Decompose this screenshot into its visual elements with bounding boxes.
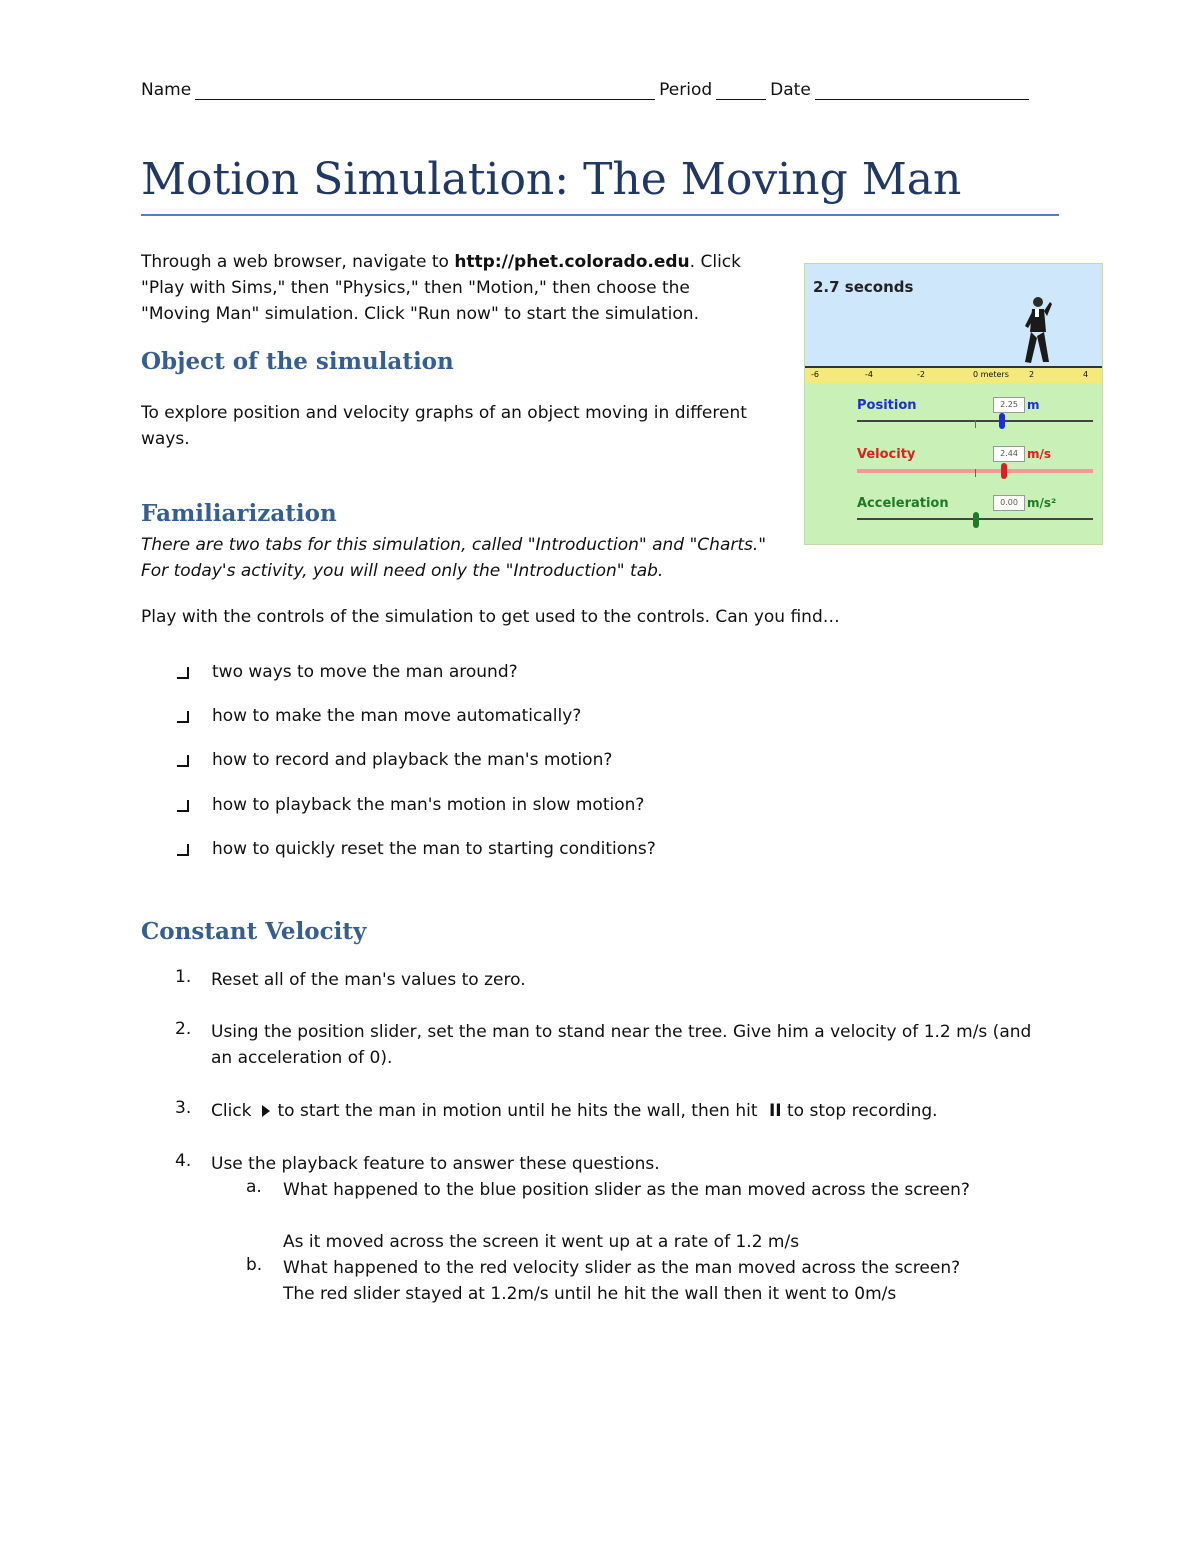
axis-tick: 0 meters (973, 370, 1009, 379)
velocity-value-field[interactable]: 2.44 (993, 446, 1025, 462)
step-2-line-2: an acceleration of 0). (211, 1048, 393, 1068)
checkbox-icon[interactable] (176, 708, 192, 724)
velocity-zero-mark (975, 469, 976, 477)
man-figure-icon (1019, 296, 1053, 366)
object-heading: Object of the simulation (141, 348, 454, 375)
list-item[interactable] (176, 795, 644, 815)
name-blank[interactable] (195, 81, 655, 100)
list-item[interactable] (176, 839, 656, 859)
familiarization-prompt: Play with the controls of the simulation to get used to the controls. Can you find… (141, 607, 840, 627)
item-number: 1. (175, 967, 192, 987)
answer-b: The red slider stayed at 1.2m/s until he hit the wall then it went to 0m/s (283, 1284, 897, 1304)
sim-time-readout: 2.7 seconds (813, 278, 914, 296)
step-3-pre: Click (211, 1101, 252, 1121)
intro-text: Through a web browser, navigate to (141, 252, 455, 272)
list-item-text: two ways to move the man around? (212, 662, 518, 682)
sim-controls-panel (805, 383, 1102, 544)
note-line-2: For today's activity, you will need only the "Introduction" tab. (141, 561, 664, 581)
position-zero-mark (975, 420, 976, 428)
position-label: Position (857, 398, 917, 413)
item-number: 2. (175, 1019, 192, 1039)
simulation-screenshot (804, 263, 1103, 545)
object-text (141, 400, 781, 452)
checkbox-icon[interactable] (176, 797, 192, 813)
checklist (176, 662, 876, 862)
checkbox-icon[interactable] (176, 752, 192, 768)
velocity-slider-thumb[interactable] (1001, 463, 1007, 479)
pause-icon: II (768, 1101, 782, 1121)
position-unit: m (1027, 398, 1040, 412)
object-line-2: ways. (141, 429, 190, 449)
axis-tick: -6 (811, 370, 819, 379)
checkbox-icon[interactable] (176, 664, 192, 680)
page-title: Motion Simulation: The Moving Man (141, 150, 1059, 216)
list-item-text: how to quickly reset the man to starting conditions? (212, 839, 656, 859)
date-blank[interactable] (815, 81, 1029, 100)
name-label: Name (141, 80, 192, 100)
axis-tick: 2 (1029, 370, 1035, 379)
intro-line-3: "Moving Man" simulation. Click "Run now" to start the simulation. (141, 304, 699, 324)
step-3 (211, 1098, 938, 1124)
step-1: Reset all of the man's values to zero. (211, 970, 526, 990)
sim-sky (805, 264, 1102, 366)
familiarization-heading: Familiarization (141, 500, 337, 527)
sub-item-letter: b. (246, 1255, 263, 1275)
list-item[interactable] (176, 662, 518, 682)
question-b: What happened to the red velocity slider as the man moved across the screen? (283, 1258, 961, 1278)
intro-line-2: "Play with Sims," then "Physics," then "Motion," then choose the (141, 278, 690, 298)
velocity-label: Velocity (857, 447, 916, 462)
sub-item-letter: a. (246, 1177, 262, 1197)
step-4: Use the playback feature to answer these questions. (211, 1154, 660, 1174)
intro-paragraph (141, 249, 781, 327)
question-a: What happened to the blue position slider as the man moved across the screen? (283, 1180, 970, 1200)
list-item-text: how to record and playback the man's motion? (212, 750, 613, 770)
axis-tick: -4 (865, 370, 873, 379)
axis-tick: 4 (1083, 370, 1089, 379)
play-icon (262, 1105, 270, 1117)
list-item[interactable] (176, 750, 612, 770)
note-line-1: There are two tabs for this simulation, called "Introduction" and "Charts." (141, 535, 767, 555)
header-fields (141, 74, 1051, 100)
period-label: Period (659, 80, 713, 100)
intro-text-2: . Click (689, 252, 741, 272)
step-3-mid: to start the man in motion until he hits the wall, then hit (277, 1101, 758, 1121)
list-item-text: how to make the man move automatically? (212, 706, 582, 726)
date-label: Date (770, 80, 811, 100)
step-2-line-1: Using the position slider, set the man to stand near the tree. Give him a velocity of 1.2 m/s (and (211, 1022, 1032, 1042)
constant-velocity-heading: Constant Velocity (141, 918, 367, 945)
step-2 (211, 1019, 1061, 1071)
step-3-post: to stop recording. (787, 1101, 938, 1121)
period-blank[interactable] (716, 81, 766, 100)
position-value-field[interactable]: 2.25 (993, 397, 1025, 413)
familiarization-note (141, 532, 801, 584)
intro-url-link[interactable]: http://phet.colorado.edu (454, 252, 690, 272)
acceleration-label: Acceleration (857, 496, 949, 511)
acceleration-slider-thumb[interactable] (973, 512, 979, 528)
list-item-text: how to playback the man's motion in slow motion? (212, 795, 645, 815)
list-item[interactable] (176, 706, 581, 726)
object-line-1: To explore position and velocity graphs of an object moving in different (141, 403, 747, 423)
position-slider-thumb[interactable] (999, 413, 1005, 429)
acceleration-value-field[interactable]: 0.00 (993, 495, 1025, 511)
item-number: 3. (175, 1098, 192, 1118)
checkbox-icon[interactable] (176, 841, 192, 857)
velocity-unit: m/s (1027, 447, 1052, 461)
acceleration-unit: m/s² (1027, 496, 1057, 510)
item-number: 4. (175, 1151, 192, 1171)
answer-a: As it moved across the screen it went up at a rate of 1.2 m/s (283, 1232, 800, 1252)
axis-tick: -2 (917, 370, 925, 379)
